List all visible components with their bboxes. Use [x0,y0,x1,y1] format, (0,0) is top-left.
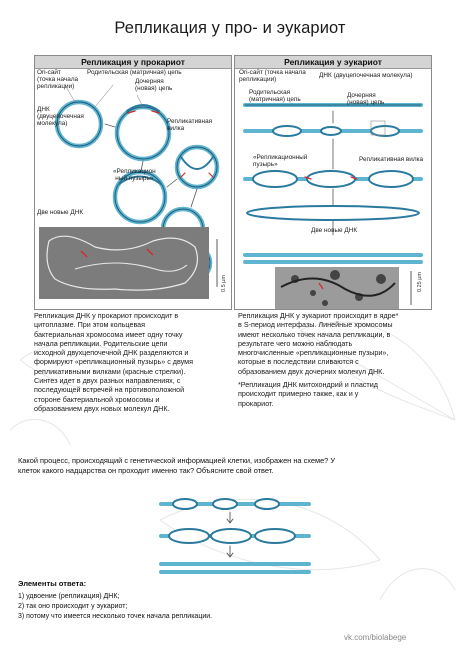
prokaryote-description: Репликация ДНК у прокариот происходит в цитоплазме. При этом кольцевая бактериальная хромосома имеет одну точку начала репликации. Родительские цепи исходной двухцепочечной ДНК разделяются и формируют «репликационный пузырь» с двумя репликативными вилками (красные стрелки). Синтез идет в двух разных направлениях, с последующей встречей на противоположной стороне бактериальной хромосомы и образованием двух новых молекул ДНК. [34,311,194,413]
eukaryote-replication-diagram [235,69,431,309]
eukaryote-micrograph [275,267,411,309]
prokaryote-replication-diagram [35,69,231,309]
answer-elements-heading: Элементы ответа: [18,579,87,588]
label-replication-bubble-right: «Репликационный пузырь» [253,154,308,168]
answer-item-1: 1) удвоение (репликация) ДНК; [18,593,120,600]
label-replication-fork: Репликативная вилка [167,118,213,132]
eukaryote-description: Репликация ДНК у эукариот происходит в ядре* в S-период интерфазы. Линейные хромосомы имеют несколько точек начала репликации, в результате чего можно наблюдать многочисленные «репликационные пузыри», которые в последствии сливаются с образованием двух дочерних молекул ДНК. *Репликация ДНК митохондрий и пластид происходит примерно также, как и у прокариот. [238,311,438,408]
label-replication-bubble: «Репликацион ный пузырь» [113,168,156,182]
eukaryote-panel-title: Репликация у эукариот [235,56,431,69]
prokaryote-panel [34,55,232,310]
prokaryote-panel-title: Репликация у прокариот [35,56,231,69]
question: Какой процесс, происходящий с генетической информацией клетки, изображен на схеме? У клеток какого надцарства он проходит именно так? Объясните свой ответ. [18,456,336,475]
label-parent-strand: Родительская (матричная) цепь [87,69,182,76]
label-ori-site: Ori-сайт (точка начала репликации) [37,69,79,90]
label-parent-strand-right: Родительская (матричная) цепь [249,89,301,103]
label-daughter-strand: Дочерняя (новая) цепь [135,78,173,92]
label-dna-double-right: ДНК (двуцепочечная молекула) [319,72,413,79]
label-two-new-dna: Две новые ДНК [37,209,84,216]
label-replication-fork-right: Репликативная вилка [359,156,424,163]
label-daughter-strand-right: Дочерняя (новая) цепь [347,92,385,106]
prokaryote-micrograph [39,227,217,299]
question-diagram [155,490,315,580]
answer-item-3: 3) потому что имеется несколько точек начала репликации. [18,613,213,620]
page-title: Репликация у про- и эукариот [114,19,346,37]
answer-item-2: 2) так оно происходит у эукариот; [18,603,128,610]
eukaryote-panel [234,55,432,310]
label-dna-double: ДНК (двуцепочечная молекула) [37,106,84,127]
watermark: vk.com/biolabege [344,633,407,642]
label-two-new-dna-right: Две новые ДНК [311,227,358,234]
scale-bar-label-right: 0.25 µm [417,272,423,292]
scale-bar-label: 0.5 µm [221,275,227,292]
label-ori-site-right: Ori-сайт (точка начала репликации) [239,69,306,83]
